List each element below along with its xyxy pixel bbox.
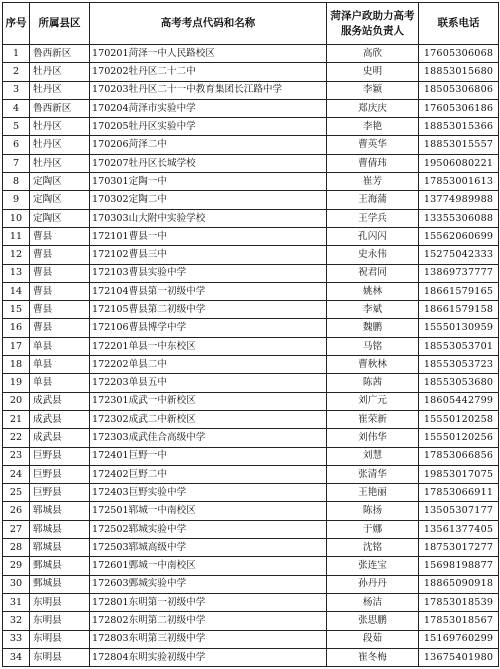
cell-phone: 17853001613 [419, 173, 499, 191]
cell-person: 崔冬梅 [327, 648, 419, 666]
cell-phone: 13355306088 [419, 209, 499, 227]
cell-person: 曹倩玮 [327, 154, 419, 172]
cell-phone: 13675401980 [419, 648, 499, 666]
cell-district: 东明县 [30, 593, 90, 611]
cell-site: 172103曹县实验中学 [90, 264, 327, 282]
cell-phone: 18553053701 [419, 337, 499, 355]
cell-site: 170201菏泽一中人民路校区 [90, 45, 327, 63]
cell-no: 31 [3, 593, 30, 611]
cell-site: 172203单县五中 [90, 374, 327, 392]
cell-district: 曹县 [30, 264, 90, 282]
cell-district: 曹县 [30, 301, 90, 319]
cell-site: 170206菏泽二中 [90, 136, 327, 154]
cell-district: 牡丹区 [30, 63, 90, 81]
cell-phone: 15169760299 [419, 630, 499, 648]
cell-district: 鲁西新区 [30, 99, 90, 117]
cell-phone: 19506080221 [419, 154, 499, 172]
cell-phone: 15550120256 [419, 429, 499, 447]
cell-district: 牡丹区 [30, 118, 90, 136]
table-row [3, 356, 499, 374]
cell-district: 东明县 [30, 630, 90, 648]
cell-person: 李艳 [327, 118, 419, 136]
cell-site: 172502郓城实验中学 [90, 520, 327, 538]
cell-no: 9 [3, 191, 30, 209]
cell-district: 郓城县 [30, 520, 90, 538]
cell-phone: 18661579165 [419, 282, 499, 300]
cell-district: 定陶区 [30, 209, 90, 227]
cell-phone: 13869737777 [419, 264, 499, 282]
cell-person: 孔闪闪 [327, 227, 419, 245]
table-row [3, 282, 499, 300]
cell-site: 170301定陶一中 [90, 173, 327, 191]
cell-phone: 18553053723 [419, 356, 499, 374]
table-row [3, 502, 499, 520]
table-row [3, 392, 499, 410]
cell-phone: 17605306186 [419, 99, 499, 117]
cell-phone: 15550130959 [419, 319, 499, 337]
cell-site: 172603鄄城实验中学 [90, 575, 327, 593]
cell-no: 28 [3, 539, 30, 557]
cell-district: 单县 [30, 356, 90, 374]
cell-site: 172804东明实验初级中学 [90, 648, 327, 666]
cell-phone: 18853015557 [419, 136, 499, 154]
cell-no: 6 [3, 136, 30, 154]
cell-person: 马铭 [327, 337, 419, 355]
cell-site: 170204菏泽市实验中学 [90, 99, 327, 117]
cell-district: 曹县 [30, 319, 90, 337]
cell-phone: 17605306068 [419, 45, 499, 63]
cell-phone: 18853015366 [419, 118, 499, 136]
cell-district: 东明县 [30, 612, 90, 630]
cell-district: 单县 [30, 374, 90, 392]
cell-phone: 19853017075 [419, 465, 499, 483]
cell-phone: 15562060699 [419, 227, 499, 245]
cell-phone: 18853015680 [419, 63, 499, 81]
cell-no: 19 [3, 374, 30, 392]
cell-district: 曹县 [30, 246, 90, 264]
header-phone: 联系电话 [419, 3, 499, 45]
cell-no: 24 [3, 465, 30, 483]
cell-district: 巨野县 [30, 447, 90, 465]
cell-district: 单县 [30, 337, 90, 355]
table-row [3, 319, 499, 337]
cell-no: 5 [3, 118, 30, 136]
cell-phone: 18865090918 [419, 575, 499, 593]
table-row [3, 648, 499, 666]
cell-person: 刘广元 [327, 392, 419, 410]
cell-no: 14 [3, 282, 30, 300]
table-row [3, 630, 499, 648]
table-row [3, 484, 499, 502]
cell-site: 172201单县一中东校区 [90, 337, 327, 355]
cell-person: 李颖 [327, 81, 419, 99]
cell-district: 成武县 [30, 429, 90, 447]
cell-site: 172302成武二中新校区 [90, 410, 327, 428]
table-header-row [3, 3, 499, 45]
cell-no: 11 [3, 227, 30, 245]
cell-phone: 15275042333 [419, 246, 499, 264]
cell-person: 张思鹏 [327, 612, 419, 630]
cell-no: 21 [3, 410, 30, 428]
table-row [3, 227, 499, 245]
cell-site: 172106曹县博学中学 [90, 319, 327, 337]
cell-district: 鄄城县 [30, 557, 90, 575]
cell-site: 172402巨野二中 [90, 465, 327, 483]
cell-phone: 18605442799 [419, 392, 499, 410]
cell-person: 王学兵 [327, 209, 419, 227]
cell-district: 牡丹区 [30, 136, 90, 154]
cell-district: 定陶区 [30, 191, 90, 209]
cell-site: 172503郓城高级中学 [90, 539, 327, 557]
cell-no: 2 [3, 63, 30, 81]
header-district: 所属县区 [30, 3, 90, 45]
cell-person: 曹秋林 [327, 356, 419, 374]
cell-site: 170303山大附中实验学校 [90, 209, 327, 227]
table-row [3, 520, 499, 538]
cell-no: 34 [3, 648, 30, 666]
cell-site: 170205牡丹区实验中学 [90, 118, 327, 136]
cell-person: 张清华 [327, 465, 419, 483]
cell-no: 18 [3, 356, 30, 374]
table-row [3, 45, 499, 63]
cell-site: 172104曹县第一初级中学 [90, 282, 327, 300]
cell-no: 20 [3, 392, 30, 410]
cell-district: 巨野县 [30, 465, 90, 483]
cell-phone: 17853018539 [419, 593, 499, 611]
table-row [3, 337, 499, 355]
table-row [3, 118, 499, 136]
cell-person: 高欣 [327, 45, 419, 63]
table-row [3, 246, 499, 264]
cell-no: 26 [3, 502, 30, 520]
cell-person: 崔荣新 [327, 410, 419, 428]
cell-person: 陈茜 [327, 374, 419, 392]
table-row [3, 539, 499, 557]
cell-person: 曹英华 [327, 136, 419, 154]
cell-no: 29 [3, 557, 30, 575]
cell-no: 25 [3, 484, 30, 502]
table-row [3, 465, 499, 483]
cell-no: 1 [3, 45, 30, 63]
cell-no: 23 [3, 447, 30, 465]
cell-phone: 18553053680 [419, 374, 499, 392]
cell-site: 170302定陶二中 [90, 191, 327, 209]
cell-site: 172401巨野一中 [90, 447, 327, 465]
cell-district: 郓城县 [30, 539, 90, 557]
cell-no: 12 [3, 246, 30, 264]
cell-person: 姚林 [327, 282, 419, 300]
table-row [3, 264, 499, 282]
cell-no: 16 [3, 319, 30, 337]
table-row [3, 154, 499, 172]
cell-person: 于娜 [327, 520, 419, 538]
cell-no: 4 [3, 99, 30, 117]
cell-district: 曹县 [30, 282, 90, 300]
cell-site: 172105曹县第二初级中学 [90, 301, 327, 319]
table-row [3, 301, 499, 319]
cell-site: 172403巨野实验中学 [90, 484, 327, 502]
cell-person: 魏鹏 [327, 319, 419, 337]
table-row [3, 173, 499, 191]
cell-no: 17 [3, 337, 30, 355]
cell-phone: 18505306806 [419, 81, 499, 99]
table-body [3, 45, 499, 667]
cell-site: 170202牡丹区二十二中 [90, 63, 327, 81]
table-row [3, 191, 499, 209]
cell-phone: 18661579158 [419, 301, 499, 319]
cell-site: 172501郓城一中南校区 [90, 502, 327, 520]
cell-phone: 17853018567 [419, 612, 499, 630]
cell-district: 成武县 [30, 410, 90, 428]
table-row [3, 557, 499, 575]
cell-person: 杨洁 [327, 593, 419, 611]
cell-district: 成武县 [30, 392, 90, 410]
cell-no: 3 [3, 81, 30, 99]
cell-site: 172601鄄城一中南校区 [90, 557, 327, 575]
cell-phone: 13561377405 [419, 520, 499, 538]
cell-person: 沈铭 [327, 539, 419, 557]
cell-phone: 13505307177 [419, 502, 499, 520]
exam-service-table [2, 2, 499, 667]
cell-district: 鄄城县 [30, 575, 90, 593]
header-no: 序号 [3, 3, 30, 45]
table-row [3, 447, 499, 465]
cell-phone: 17853066911 [419, 484, 499, 502]
cell-person: 张连宝 [327, 557, 419, 575]
cell-site: 172202单县二中 [90, 356, 327, 374]
table-row [3, 99, 499, 117]
cell-site: 170203牡丹区二十一中教育集团长江路中学 [90, 81, 327, 99]
cell-phone: 18753017277 [419, 539, 499, 557]
cell-person: 孙丹丹 [327, 575, 419, 593]
table-row [3, 63, 499, 81]
cell-person: 崔芳 [327, 173, 419, 191]
cell-phone: 13774989988 [419, 191, 499, 209]
cell-no: 8 [3, 173, 30, 191]
table-row [3, 209, 499, 227]
cell-no: 15 [3, 301, 30, 319]
table-row [3, 575, 499, 593]
cell-district: 牡丹区 [30, 81, 90, 99]
table-row [3, 612, 499, 630]
table-row [3, 593, 499, 611]
table-row [3, 410, 499, 428]
cell-person: 郑庆庆 [327, 99, 419, 117]
table-row [3, 81, 499, 99]
cell-site: 172102曹县三中 [90, 246, 327, 264]
cell-district: 巨野县 [30, 484, 90, 502]
cell-site: 172301成武一中新校区 [90, 392, 327, 410]
cell-phone: 17853066856 [419, 447, 499, 465]
cell-phone: 15698198877 [419, 557, 499, 575]
cell-no: 30 [3, 575, 30, 593]
cell-person: 李斌 [327, 301, 419, 319]
cell-person: 史明 [327, 63, 419, 81]
cell-no: 7 [3, 154, 30, 172]
cell-phone: 15550120258 [419, 410, 499, 428]
cell-site: 172802东明第二初级中学 [90, 612, 327, 630]
cell-no: 33 [3, 630, 30, 648]
cell-district: 曹县 [30, 227, 90, 245]
cell-no: 13 [3, 264, 30, 282]
table-row [3, 429, 499, 447]
cell-person: 陈扬 [327, 502, 419, 520]
cell-site: 170207牡丹区长城学校 [90, 154, 327, 172]
cell-site: 172101曹县一中 [90, 227, 327, 245]
cell-district: 牡丹区 [30, 154, 90, 172]
header-site: 高考考点代码和名称 [90, 3, 327, 45]
cell-person: 刘伟华 [327, 429, 419, 447]
cell-person: 史永伟 [327, 246, 419, 264]
cell-district: 定陶区 [30, 173, 90, 191]
header-person: 菏泽户政助力高考服务站负责人 [327, 3, 419, 45]
cell-district: 鲁西新区 [30, 45, 90, 63]
cell-site: 172303成武佳合高级中学 [90, 429, 327, 447]
cell-district: 郓城县 [30, 502, 90, 520]
cell-person: 段茹 [327, 630, 419, 648]
cell-no: 32 [3, 612, 30, 630]
cell-site: 172803东明第三初级中学 [90, 630, 327, 648]
cell-no: 22 [3, 429, 30, 447]
cell-no: 10 [3, 209, 30, 227]
table-row [3, 374, 499, 392]
table-row [3, 136, 499, 154]
cell-person: 王艳丽 [327, 484, 419, 502]
cell-site: 172801东明第一初级中学 [90, 593, 327, 611]
cell-person: 王海蒲 [327, 191, 419, 209]
cell-district: 东明县 [30, 648, 90, 666]
cell-person: 祝君同 [327, 264, 419, 282]
cell-no: 27 [3, 520, 30, 538]
cell-person: 刘慧 [327, 447, 419, 465]
